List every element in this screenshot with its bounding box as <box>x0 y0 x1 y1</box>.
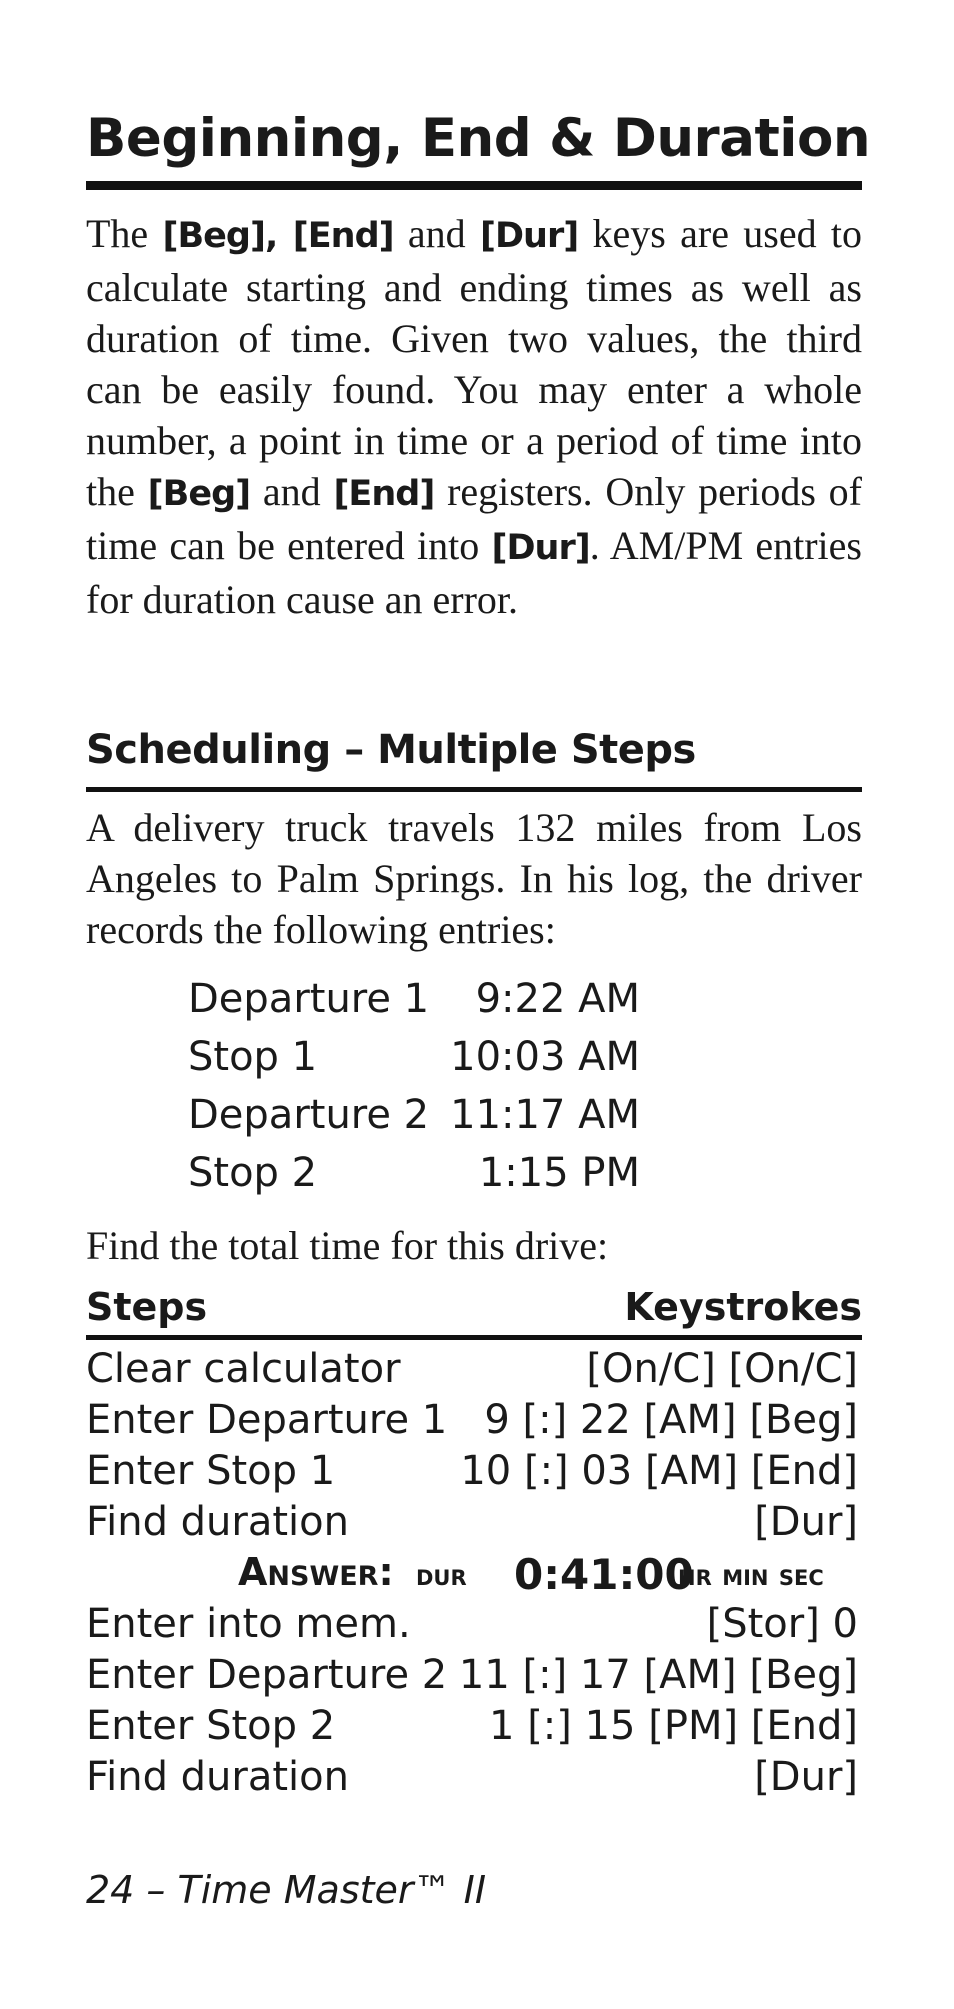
table-row <box>86 1499 862 1550</box>
table-row <box>86 1754 862 1805</box>
step-text: Enter Departure 1 <box>86 1397 448 1443</box>
table-row <box>86 1448 862 1499</box>
keystrokes-text: [Stor] 0 <box>706 1601 858 1647</box>
find-total-text: Find the total time for this drive: <box>86 1223 609 1268</box>
keystrokes-text: 1 [:] 15 [PM] [End] <box>489 1703 858 1749</box>
log-label: Stop 2 <box>188 1150 318 1196</box>
intro-text-2: and <box>393 211 480 256</box>
step-text: Enter Stop 1 <box>86 1448 336 1494</box>
key-beg-end: [Beg], [End] <box>162 216 394 256</box>
answer-row <box>86 1550 862 1601</box>
keystrokes-text: 10 [:] 03 [AM] [End] <box>460 1448 858 1494</box>
answer-label: Answer: <box>238 1550 394 1594</box>
log-label: Departure 1 <box>188 976 430 1022</box>
log-time: 10:03 AM <box>450 1034 640 1080</box>
title-divider <box>86 181 862 190</box>
intro-text-1: The <box>86 211 163 256</box>
keystrokes-column-header: Keystrokes <box>624 1285 862 1329</box>
log-time: 1:15 PM <box>478 1150 640 1196</box>
keystrokes-text: [On/C] [On/C] <box>586 1346 858 1392</box>
table-row <box>86 1703 862 1754</box>
step-text: Enter Stop 2 <box>86 1703 336 1749</box>
step-text: Find duration <box>86 1754 349 1800</box>
key-beg: [Beg] <box>147 474 251 514</box>
table-row <box>86 1601 862 1652</box>
step-text: Find duration <box>86 1499 349 1545</box>
log-label: Stop 1 <box>188 1034 318 1080</box>
keystrokes-text: [Dur] <box>754 1754 858 1800</box>
page-title: Beginning, End & Duration <box>86 108 871 169</box>
answer-register: dur <box>416 1558 467 1593</box>
table-row <box>86 1346 862 1397</box>
table-header <box>86 1285 862 1329</box>
key-end: [End] <box>333 474 435 514</box>
answer-units: hr min sec <box>678 1558 824 1593</box>
keystrokes-text: 11 [:] 17 [AM] [Beg] <box>458 1652 858 1698</box>
intro-text-4: and <box>250 469 334 514</box>
answer-value: 0:41:00 <box>514 1550 694 1599</box>
page-footer: 24 – Time Master™ II <box>86 1868 487 1912</box>
table-row <box>86 1652 862 1703</box>
log-label: Departure 2 <box>188 1092 430 1138</box>
intro-text-6: . AM/PM entries for duration cause an error. <box>86 523 862 622</box>
section-paragraph: A delivery truck travels 132 miles from Los Angeles to Palm Springs. In his log, the driver records the following entries: <box>86 805 862 952</box>
section-heading: Scheduling – Multiple Steps <box>86 727 696 773</box>
steps-column-header: Steps <box>86 1285 208 1329</box>
step-text: Enter Departure 2 <box>86 1652 448 1698</box>
step-text: Clear calculator <box>86 1346 401 1392</box>
step-text: Enter into mem. <box>86 1601 411 1647</box>
log-time: 9:22 AM <box>475 976 640 1022</box>
intro-paragraph <box>86 208 862 625</box>
intro-text-3: keys are used to calculate starting and ending times as well as duration of time. Given two values, the third can be easily found. You may enter a whole number, a point in time or a period of time into the <box>86 211 862 514</box>
key-dur-2: [Dur] <box>491 528 590 568</box>
table-row <box>86 1397 862 1448</box>
key-dur: [Dur] <box>479 216 579 256</box>
table-header-divider <box>86 1335 862 1340</box>
log-time: 11:17 AM <box>450 1092 640 1138</box>
intro-text-5: registers. Only periods of time can be entered into <box>86 469 862 568</box>
section-divider <box>86 787 862 792</box>
keystrokes-text: 9 [:] 22 [AM] [Beg] <box>484 1397 858 1443</box>
keystrokes-text: [Dur] <box>754 1499 858 1545</box>
